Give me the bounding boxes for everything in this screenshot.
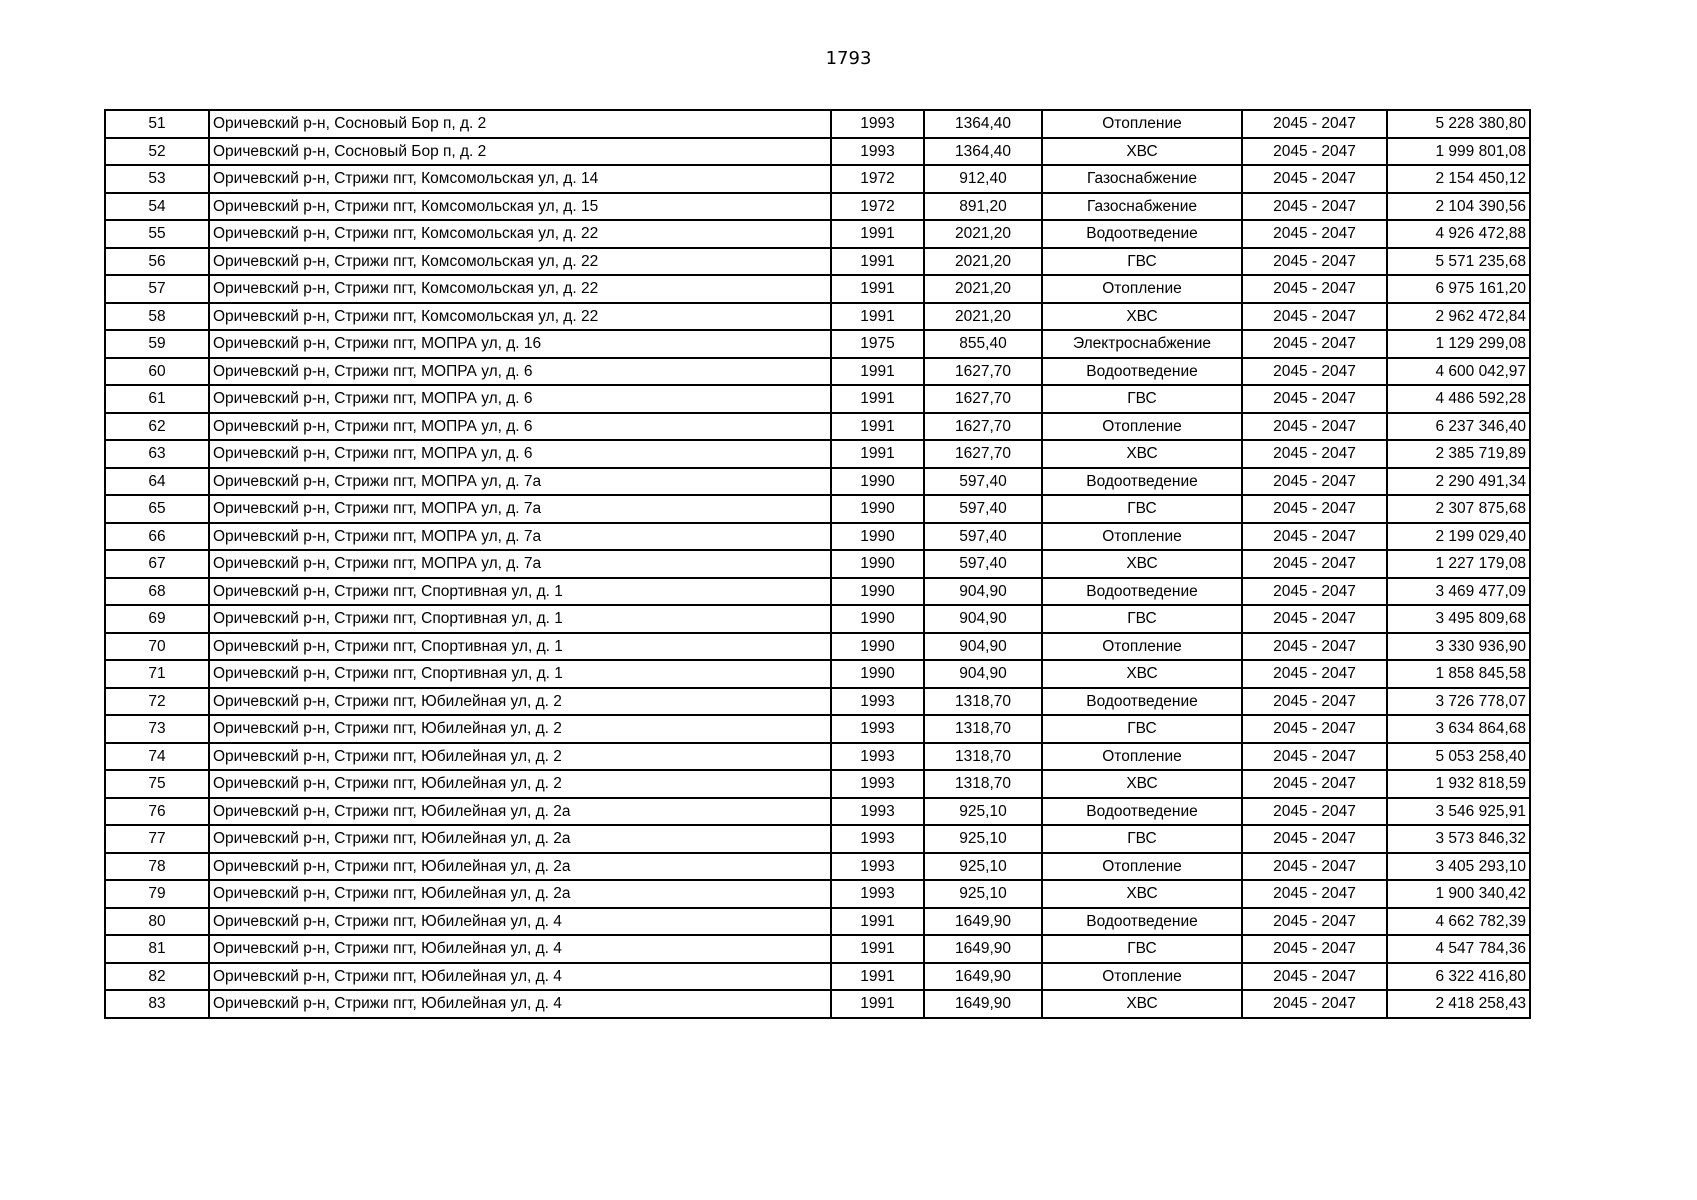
address-cell: Оричевский р-н, Стрижи пгт, Юбилейная ул, д. 2	[209, 715, 831, 743]
address-cell: Оричевский р-н, Стрижи пгт, МОПРА ул, д. 16	[209, 330, 831, 358]
commission-year-cell: 1991	[831, 963, 924, 991]
address-cell: Оричевский р-н, Стрижи пгт, Спортивная ул, д. 1	[209, 660, 831, 688]
row-number-cell: 58	[105, 303, 209, 331]
table-row	[105, 385, 1530, 413]
utility-system-cell: ГВС	[1042, 825, 1242, 853]
commission-year-cell: 1990	[831, 633, 924, 661]
utility-system-cell: ГВС	[1042, 605, 1242, 633]
area-cell: 2021,20	[924, 220, 1042, 248]
repair-cost-cell: 1 900 340,42	[1387, 880, 1530, 908]
utility-system-cell: ГВС	[1042, 385, 1242, 413]
row-number-cell: 52	[105, 138, 209, 166]
table-row	[105, 110, 1530, 138]
address-cell: Оричевский р-н, Сосновый Бор п, д. 2	[209, 138, 831, 166]
table-row	[105, 660, 1530, 688]
commission-year-cell: 1991	[831, 275, 924, 303]
repair-cost-cell: 4 926 472,88	[1387, 220, 1530, 248]
commission-year-cell: 1991	[831, 935, 924, 963]
area-cell: 1364,40	[924, 110, 1042, 138]
utility-system-cell: ХВС	[1042, 550, 1242, 578]
utility-system-cell: Отопление	[1042, 633, 1242, 661]
repair-period-cell: 2045 - 2047	[1242, 825, 1387, 853]
utility-system-cell: ХВС	[1042, 660, 1242, 688]
commission-year-cell: 1991	[831, 303, 924, 331]
commission-year-cell: 1990	[831, 578, 924, 606]
repair-period-cell: 2045 - 2047	[1242, 990, 1387, 1018]
area-cell: 912,40	[924, 165, 1042, 193]
area-cell: 925,10	[924, 825, 1042, 853]
address-cell: Оричевский р-н, Стрижи пгт, Комсомольская ул, д. 22	[209, 248, 831, 276]
area-cell: 1318,70	[924, 715, 1042, 743]
table-row	[105, 853, 1530, 881]
utility-system-cell: Водоотведение	[1042, 688, 1242, 716]
utility-system-cell: ХВС	[1042, 303, 1242, 331]
address-cell: Оричевский р-н, Стрижи пгт, Спортивная ул, д. 1	[209, 578, 831, 606]
page-number: 1793	[825, 48, 872, 69]
repair-period-cell: 2045 - 2047	[1242, 660, 1387, 688]
repair-cost-cell: 2 199 029,40	[1387, 523, 1530, 551]
repair-period-cell: 2045 - 2047	[1242, 715, 1387, 743]
commission-year-cell: 1991	[831, 908, 924, 936]
address-cell: Оричевский р-н, Стрижи пгт, Спортивная ул, д. 1	[209, 605, 831, 633]
commission-year-cell: 1993	[831, 715, 924, 743]
repair-period-cell: 2045 - 2047	[1242, 688, 1387, 716]
repair-period-cell: 2045 - 2047	[1242, 248, 1387, 276]
commission-year-cell: 1993	[831, 825, 924, 853]
row-number-cell: 73	[105, 715, 209, 743]
row-number-cell: 56	[105, 248, 209, 276]
address-cell: Оричевский р-н, Стрижи пгт, Юбилейная ул, д. 2а	[209, 825, 831, 853]
address-cell: Оричевский р-н, Стрижи пгт, Юбилейная ул, д. 2	[209, 770, 831, 798]
address-cell: Оричевский р-н, Стрижи пгт, Юбилейная ул, д. 2	[209, 688, 831, 716]
table-row	[105, 193, 1530, 221]
table-row	[105, 330, 1530, 358]
table-row	[105, 633, 1530, 661]
row-number-cell: 77	[105, 825, 209, 853]
repair-period-cell: 2045 - 2047	[1242, 193, 1387, 221]
row-number-cell: 53	[105, 165, 209, 193]
address-cell: Оричевский р-н, Стрижи пгт, Спортивная ул, д. 1	[209, 633, 831, 661]
commission-year-cell: 1991	[831, 220, 924, 248]
commission-year-cell: 1993	[831, 110, 924, 138]
table-row	[105, 165, 1530, 193]
table-row	[105, 303, 1530, 331]
utility-system-cell: Отопление	[1042, 275, 1242, 303]
repair-cost-cell: 3 726 778,07	[1387, 688, 1530, 716]
address-cell: Оричевский р-н, Сосновый Бор п, д. 2	[209, 110, 831, 138]
commission-year-cell: 1990	[831, 468, 924, 496]
row-number-cell: 82	[105, 963, 209, 991]
repair-cost-cell: 6 237 346,40	[1387, 413, 1530, 441]
repair-period-cell: 2045 - 2047	[1242, 495, 1387, 523]
utility-system-cell: Водоотведение	[1042, 798, 1242, 826]
repair-period-cell: 2045 - 2047	[1242, 358, 1387, 386]
row-number-cell: 71	[105, 660, 209, 688]
repair-period-cell: 2045 - 2047	[1242, 413, 1387, 441]
table-row	[105, 550, 1530, 578]
repair-cost-cell: 5 571 235,68	[1387, 248, 1530, 276]
address-cell: Оричевский р-н, Стрижи пгт, МОПРА ул, д. 7а	[209, 468, 831, 496]
repair-cost-cell: 5 228 380,80	[1387, 110, 1530, 138]
address-cell: Оричевский р-н, Стрижи пгт, Комсомольская ул, д. 22	[209, 220, 831, 248]
utility-system-cell: Водоотведение	[1042, 468, 1242, 496]
commission-year-cell: 1991	[831, 358, 924, 386]
repair-cost-cell: 4 662 782,39	[1387, 908, 1530, 936]
repair-cost-cell: 2 307 875,68	[1387, 495, 1530, 523]
repair-cost-cell: 3 573 846,32	[1387, 825, 1530, 853]
area-cell: 855,40	[924, 330, 1042, 358]
repair-cost-cell: 2 154 450,12	[1387, 165, 1530, 193]
row-number-cell: 81	[105, 935, 209, 963]
repair-cost-cell: 2 104 390,56	[1387, 193, 1530, 221]
commission-year-cell: 1993	[831, 138, 924, 166]
utility-system-cell: Газоснабжение	[1042, 165, 1242, 193]
utility-system-cell: Отопление	[1042, 963, 1242, 991]
commission-year-cell: 1972	[831, 165, 924, 193]
row-number-cell: 61	[105, 385, 209, 413]
utility-system-cell: Отопление	[1042, 853, 1242, 881]
area-cell: 904,90	[924, 633, 1042, 661]
repair-period-cell: 2045 - 2047	[1242, 220, 1387, 248]
commission-year-cell: 1993	[831, 770, 924, 798]
row-number-cell: 67	[105, 550, 209, 578]
address-cell: Оричевский р-н, Стрижи пгт, МОПРА ул, д. 7а	[209, 550, 831, 578]
utility-system-cell: Водоотведение	[1042, 220, 1242, 248]
row-number-cell: 75	[105, 770, 209, 798]
area-cell: 1627,70	[924, 413, 1042, 441]
commission-year-cell: 1975	[831, 330, 924, 358]
address-cell: Оричевский р-н, Стрижи пгт, Комсомольская ул, д. 22	[209, 275, 831, 303]
repair-period-cell: 2045 - 2047	[1242, 440, 1387, 468]
address-cell: Оричевский р-н, Стрижи пгт, Юбилейная ул, д. 4	[209, 963, 831, 991]
area-cell: 904,90	[924, 578, 1042, 606]
address-cell: Оричевский р-н, Стрижи пгт, Юбилейная ул, д. 4	[209, 935, 831, 963]
repair-cost-cell: 3 495 809,68	[1387, 605, 1530, 633]
row-number-cell: 80	[105, 908, 209, 936]
repair-period-cell: 2045 - 2047	[1242, 963, 1387, 991]
table-row	[105, 963, 1530, 991]
row-number-cell: 60	[105, 358, 209, 386]
address-cell: Оричевский р-н, Стрижи пгт, МОПРА ул, д. 7а	[209, 523, 831, 551]
utility-system-cell: Отопление	[1042, 110, 1242, 138]
utility-system-cell: Водоотведение	[1042, 908, 1242, 936]
repair-period-cell: 2045 - 2047	[1242, 275, 1387, 303]
row-number-cell: 64	[105, 468, 209, 496]
area-cell: 891,20	[924, 193, 1042, 221]
commission-year-cell: 1993	[831, 880, 924, 908]
area-cell: 1318,70	[924, 743, 1042, 771]
repair-cost-cell: 1 227 179,08	[1387, 550, 1530, 578]
row-number-cell: 68	[105, 578, 209, 606]
repair-cost-cell: 2 385 719,89	[1387, 440, 1530, 468]
utility-system-cell: ГВС	[1042, 715, 1242, 743]
address-cell: Оричевский р-н, Стрижи пгт, Комсомольская ул, д. 15	[209, 193, 831, 221]
commission-year-cell: 1990	[831, 495, 924, 523]
area-cell: 1649,90	[924, 908, 1042, 936]
commission-year-cell: 1990	[831, 605, 924, 633]
area-cell: 1627,70	[924, 385, 1042, 413]
repair-cost-cell: 3 405 293,10	[1387, 853, 1530, 881]
area-cell: 597,40	[924, 550, 1042, 578]
row-number-cell: 79	[105, 880, 209, 908]
row-number-cell: 70	[105, 633, 209, 661]
area-cell: 1627,70	[924, 440, 1042, 468]
table-row	[105, 908, 1530, 936]
table-row	[105, 825, 1530, 853]
area-cell: 1627,70	[924, 358, 1042, 386]
utility-system-cell: Отопление	[1042, 743, 1242, 771]
table-row	[105, 990, 1530, 1018]
repair-cost-cell: 3 546 925,91	[1387, 798, 1530, 826]
address-cell: Оричевский р-н, Стрижи пгт, Комсомольская ул, д. 14	[209, 165, 831, 193]
utility-system-cell: ГВС	[1042, 495, 1242, 523]
area-cell: 925,10	[924, 798, 1042, 826]
area-cell: 597,40	[924, 468, 1042, 496]
area-cell: 1649,90	[924, 963, 1042, 991]
address-cell: Оричевский р-н, Стрижи пгт, МОПРА ул, д. 6	[209, 440, 831, 468]
repair-cost-cell: 1 999 801,08	[1387, 138, 1530, 166]
address-cell: Оричевский р-н, Стрижи пгт, Юбилейная ул, д. 2а	[209, 880, 831, 908]
row-number-cell: 59	[105, 330, 209, 358]
repair-period-cell: 2045 - 2047	[1242, 880, 1387, 908]
address-cell: Оричевский р-н, Стрижи пгт, МОПРА ул, д. 6	[209, 413, 831, 441]
table-row	[105, 798, 1530, 826]
table-row	[105, 935, 1530, 963]
table-row	[105, 495, 1530, 523]
row-number-cell: 69	[105, 605, 209, 633]
repair-period-cell: 2045 - 2047	[1242, 550, 1387, 578]
commission-year-cell: 1990	[831, 660, 924, 688]
repair-period-cell: 2045 - 2047	[1242, 110, 1387, 138]
repair-period-cell: 2045 - 2047	[1242, 798, 1387, 826]
commission-year-cell: 1991	[831, 385, 924, 413]
repair-period-cell: 2045 - 2047	[1242, 578, 1387, 606]
repair-cost-cell: 6 975 161,20	[1387, 275, 1530, 303]
row-number-cell: 55	[105, 220, 209, 248]
repair-cost-cell: 2 418 258,43	[1387, 990, 1530, 1018]
repair-period-cell: 2045 - 2047	[1242, 468, 1387, 496]
table-row	[105, 413, 1530, 441]
area-cell: 904,90	[924, 605, 1042, 633]
utility-system-cell: ХВС	[1042, 990, 1242, 1018]
table-row	[105, 468, 1530, 496]
table-row	[105, 440, 1530, 468]
utility-system-cell: ХВС	[1042, 880, 1242, 908]
repair-schedule-table	[104, 109, 1531, 1019]
repair-cost-cell: 3 469 477,09	[1387, 578, 1530, 606]
repair-period-cell: 2045 - 2047	[1242, 633, 1387, 661]
table-row	[105, 715, 1530, 743]
area-cell: 904,90	[924, 660, 1042, 688]
repair-cost-cell: 2 290 491,34	[1387, 468, 1530, 496]
area-cell: 1649,90	[924, 935, 1042, 963]
area-cell: 597,40	[924, 495, 1042, 523]
row-number-cell: 66	[105, 523, 209, 551]
address-cell: Оричевский р-н, Стрижи пгт, МОПРА ул, д. 6	[209, 358, 831, 386]
table-row	[105, 578, 1530, 606]
table-row	[105, 523, 1530, 551]
address-cell: Оричевский р-н, Стрижи пгт, МОПРА ул, д. 7а	[209, 495, 831, 523]
address-cell: Оричевский р-н, Стрижи пгт, Комсомольская ул, д. 22	[209, 303, 831, 331]
row-number-cell: 76	[105, 798, 209, 826]
repair-period-cell: 2045 - 2047	[1242, 935, 1387, 963]
address-cell: Оричевский р-н, Стрижи пгт, Юбилейная ул, д. 2	[209, 743, 831, 771]
utility-system-cell: ХВС	[1042, 440, 1242, 468]
utility-system-cell: Отопление	[1042, 523, 1242, 551]
table-row	[105, 605, 1530, 633]
address-cell: Оричевский р-н, Стрижи пгт, Юбилейная ул, д. 4	[209, 990, 831, 1018]
row-number-cell: 74	[105, 743, 209, 771]
repair-cost-cell: 1 858 845,58	[1387, 660, 1530, 688]
repair-period-cell: 2045 - 2047	[1242, 330, 1387, 358]
utility-system-cell: ГВС	[1042, 248, 1242, 276]
commission-year-cell: 1991	[831, 413, 924, 441]
repair-cost-cell: 3 330 936,90	[1387, 633, 1530, 661]
utility-system-cell: Электроснабжение	[1042, 330, 1242, 358]
address-cell: Оричевский р-н, Стрижи пгт, Юбилейная ул, д. 2а	[209, 853, 831, 881]
repair-cost-cell: 6 322 416,80	[1387, 963, 1530, 991]
row-number-cell: 72	[105, 688, 209, 716]
commission-year-cell: 1991	[831, 248, 924, 276]
commission-year-cell: 1991	[831, 440, 924, 468]
utility-system-cell: ГВС	[1042, 935, 1242, 963]
address-cell: Оричевский р-н, Стрижи пгт, Юбилейная ул, д. 2а	[209, 798, 831, 826]
utility-system-cell: ХВС	[1042, 770, 1242, 798]
repair-cost-cell: 4 547 784,36	[1387, 935, 1530, 963]
address-cell: Оричевский р-н, Стрижи пгт, МОПРА ул, д. 6	[209, 385, 831, 413]
area-cell: 2021,20	[924, 248, 1042, 276]
area-cell: 1649,90	[924, 990, 1042, 1018]
table-row	[105, 358, 1530, 386]
commission-year-cell: 1993	[831, 688, 924, 716]
row-number-cell: 63	[105, 440, 209, 468]
row-number-cell: 54	[105, 193, 209, 221]
commission-year-cell: 1993	[831, 853, 924, 881]
repair-cost-cell: 5 053 258,40	[1387, 743, 1530, 771]
address-cell: Оричевский р-н, Стрижи пгт, Юбилейная ул, д. 4	[209, 908, 831, 936]
row-number-cell: 78	[105, 853, 209, 881]
area-cell: 2021,20	[924, 303, 1042, 331]
table-row	[105, 220, 1530, 248]
area-cell: 1318,70	[924, 770, 1042, 798]
repair-period-cell: 2045 - 2047	[1242, 303, 1387, 331]
repair-period-cell: 2045 - 2047	[1242, 385, 1387, 413]
area-cell: 1364,40	[924, 138, 1042, 166]
row-number-cell: 57	[105, 275, 209, 303]
utility-system-cell: Отопление	[1042, 413, 1242, 441]
table-row	[105, 248, 1530, 276]
repair-cost-cell: 1 932 818,59	[1387, 770, 1530, 798]
table-row	[105, 688, 1530, 716]
commission-year-cell: 1990	[831, 523, 924, 551]
row-number-cell: 65	[105, 495, 209, 523]
area-cell: 925,10	[924, 880, 1042, 908]
row-number-cell: 62	[105, 413, 209, 441]
utility-system-cell: ХВС	[1042, 138, 1242, 166]
area-cell: 597,40	[924, 523, 1042, 551]
table-row	[105, 880, 1530, 908]
repair-cost-cell: 3 634 864,68	[1387, 715, 1530, 743]
commission-year-cell: 1972	[831, 193, 924, 221]
area-cell: 925,10	[924, 853, 1042, 881]
repair-cost-cell: 4 486 592,28	[1387, 385, 1530, 413]
row-number-cell: 83	[105, 990, 209, 1018]
repair-period-cell: 2045 - 2047	[1242, 165, 1387, 193]
utility-system-cell: Водоотведение	[1042, 578, 1242, 606]
table-row	[105, 743, 1530, 771]
table-row	[105, 275, 1530, 303]
repair-period-cell: 2045 - 2047	[1242, 853, 1387, 881]
commission-year-cell: 1993	[831, 798, 924, 826]
repair-cost-cell: 1 129 299,08	[1387, 330, 1530, 358]
commission-year-cell: 1990	[831, 550, 924, 578]
commission-year-cell: 1991	[831, 990, 924, 1018]
repair-period-cell: 2045 - 2047	[1242, 605, 1387, 633]
table-body	[105, 110, 1530, 1018]
repair-period-cell: 2045 - 2047	[1242, 523, 1387, 551]
repair-cost-cell: 4 600 042,97	[1387, 358, 1530, 386]
table-row	[105, 770, 1530, 798]
repair-period-cell: 2045 - 2047	[1242, 908, 1387, 936]
table-row	[105, 138, 1530, 166]
area-cell: 2021,20	[924, 275, 1042, 303]
area-cell: 1318,70	[924, 688, 1042, 716]
row-number-cell: 51	[105, 110, 209, 138]
utility-system-cell: Газоснабжение	[1042, 193, 1242, 221]
repair-cost-cell: 2 962 472,84	[1387, 303, 1530, 331]
commission-year-cell: 1993	[831, 743, 924, 771]
repair-period-cell: 2045 - 2047	[1242, 138, 1387, 166]
utility-system-cell: Водоотведение	[1042, 358, 1242, 386]
repair-period-cell: 2045 - 2047	[1242, 770, 1387, 798]
repair-period-cell: 2045 - 2047	[1242, 743, 1387, 771]
